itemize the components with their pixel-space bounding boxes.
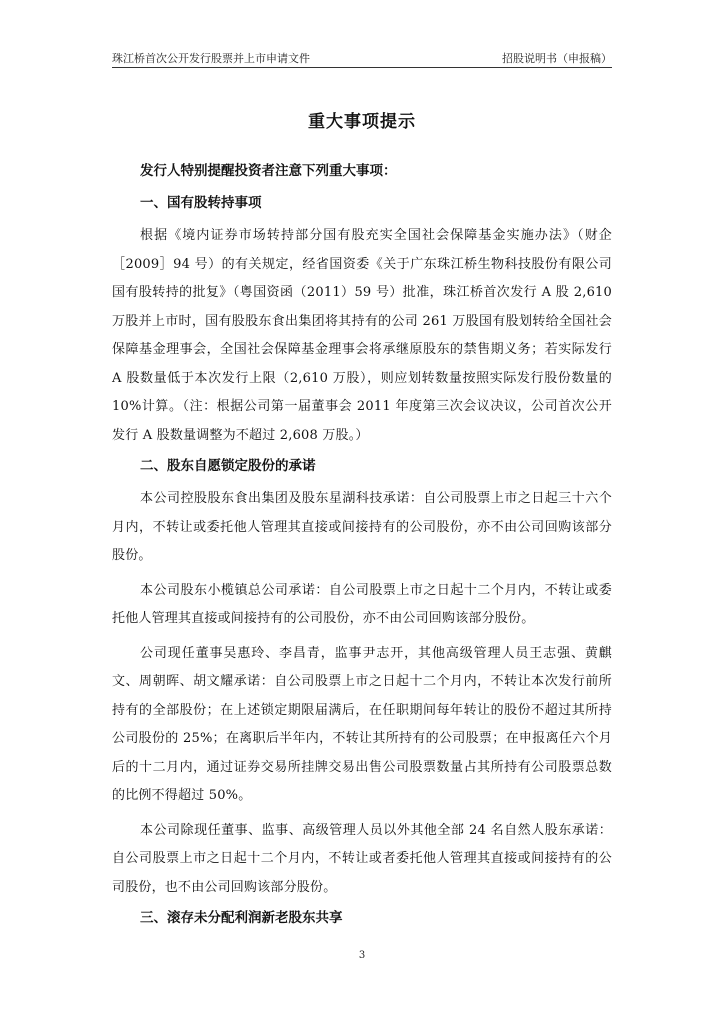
page-body (112, 103, 612, 937)
section-paragraph: 本公司除现任董事、监事、高级管理人员以外其他全部 24 名自然人股东承诺：自公司股票上市之日起十二个月内，不转让或者委托他人管理其直接或间接持有的公司股份，也不由公司回购该部分股份。 (112, 822, 612, 895)
page-header (112, 50, 612, 66)
header-document-type: 招股说明书（申报稿） (502, 52, 612, 65)
section-heading: 三、滚存未分配利润新老股东共享 (140, 910, 343, 926)
section-paragraph: 本公司控股股东食出集团及股东星湖科技承诺：自公司股票上市之日起三十六个月内，不转让或委托他人管理其直接或间接持有的公司股份，亦不由公司回购该部分股份。 (112, 491, 612, 563)
header-divider (112, 67, 612, 68)
section-paragraph: 公司现任董事吴惠玲、李昌青，监事尹志开，其他高级管理人员王志强、黄麒文、周朝晖、胡文耀承诺：自公司股票上市之日起十二个月内，不转让本次发行前所持有的全部股份；在上述锁定期限届满后，在任职期间每年转让的股份不超过其所持公司股份的 25%；在离职后半年内，不转让其所持有的公司股票；在申报离任六个月后的十二月内，通过证券交易所挂牌交易出售公司股票数量占其所持有公司股票总数的比例不得超过 50%。 (112, 645, 612, 803)
header-document-name: 珠江桥首次公开发行股票并上市申请文件 (112, 52, 310, 65)
intro-heading: 发行人特别提醒投资者注意下列重大事项： (140, 163, 397, 179)
page-title: 重大事项提示 (308, 112, 416, 132)
section-heading: 二、股东自愿锁定股份的承诺 (140, 458, 316, 474)
section-paragraph: 根据《境内证券市场转持部分国有股充实全国社会保障基金实施办法》（财企［2009］94 号）的有关规定，经省国资委《关于广东珠江桥生物科技股份有限公司国有股转持的批复》（粤国资函（2011）59 号）批准，珠江桥首次发行 A 股 2,610 万股并上市时，国有股股东食出集团将其持有的公司 261 万股国有股划转给全国社会保障基金理事会，全国社会保障基金理事会将承继原股东的禁售期义务；若实际发行 A 股数量低于本次发行上限（2,610 万股），则应划转数量按照实际发行股份数量的 10%计算。（注：根据公司第一届董事会 2011 年度第三次会议决议，公司首次公开发行 A 股数量调整为不超过 2,608 万股。） (112, 228, 612, 443)
section-heading: 一、国有股转持事项 (140, 195, 262, 211)
page-number: 3 (358, 950, 366, 961)
section-paragraph: 本公司股东小榄镇总公司承诺：自公司股票上市之日起十二个月内，不转让或委托他人管理其直接或间接持有的公司股份，亦不由公司回购该部分股份。 (112, 582, 612, 626)
